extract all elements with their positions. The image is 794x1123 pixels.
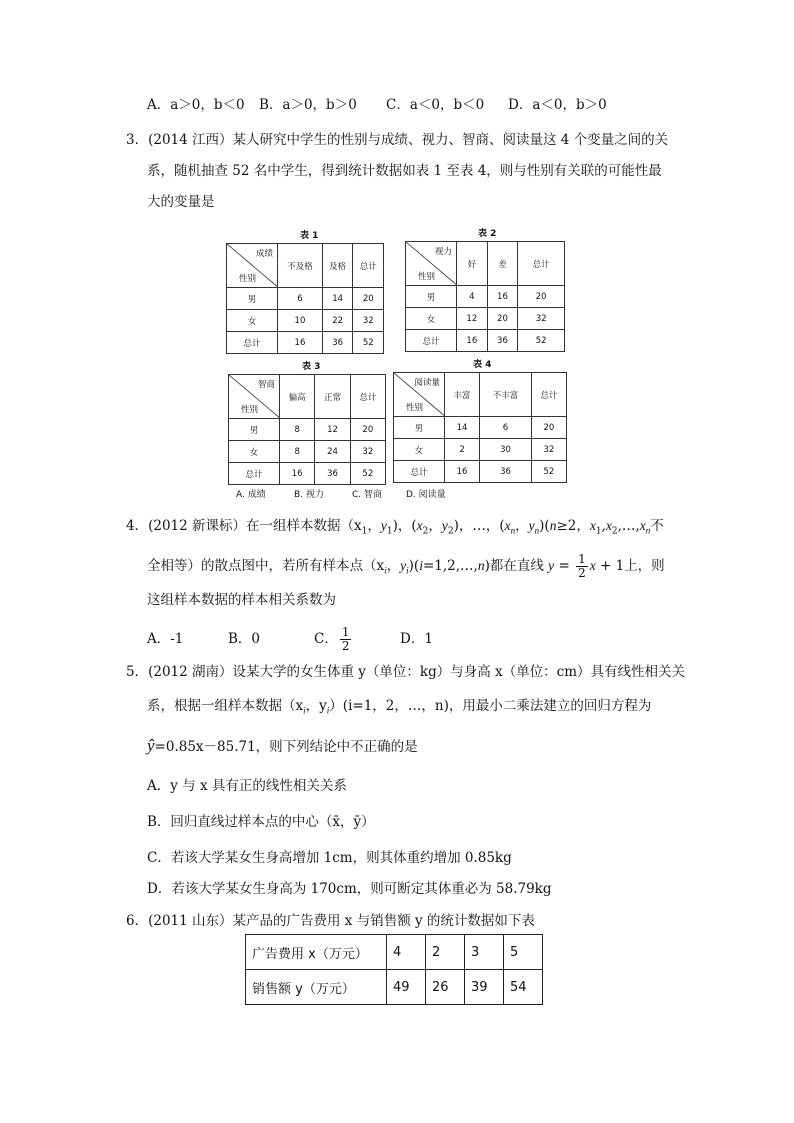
table3-row-head: 性别 [241,405,259,415]
table3-cell: 女 [229,441,280,463]
table3-cell: 32 [350,441,385,463]
q6-cell: 26 [426,970,465,1005]
table1-cell: 6 [278,288,323,310]
table4-cell: 总计 [394,461,445,483]
table3-cell: 12 [315,419,350,441]
q5-line-1: 5．(2012 湖南）设某大学的女生体重 y（单位：kg）与身高 x（单位：cm）具有线性相关关 [126,664,686,680]
table2-cell: 4 [457,286,488,308]
table3-col: 正常 [315,375,350,419]
q5-option-c: C．若该大学某女生身高增加 1cm，则其体重约增加 0.85kg [147,850,512,866]
y-hat-symbol: ŷ [147,736,155,755]
table4-col: 总计 [531,373,566,417]
q5-line-2-text: 系，根据一组样本数据（x [147,698,304,714]
q4-line-1: 4．(2012 新课标）在一组样本数据（$x_1$，$y_1$)，($x_2$，$y_2$)，…，($x_n$，$y_n)(n\ge 2$，$x_1,x_2,\dots,x_n$不 [126,518,664,537]
q3-line-3: 大的变量是 [147,194,215,210]
q4-line-2: 全相等）的散点图中，若所有样本点（$x_i$，$y_i)(i=1,2,\dots,n)$都在直线 y = $\frac{1}{2}$ x + 1上，则 [147,552,665,580]
table1-cell: 22 [322,310,353,332]
q6-cell: 5 [504,935,543,970]
table4-cell: 女 [394,439,445,461]
table1-cell: 女 [227,310,278,332]
table4-cell: 52 [531,461,566,483]
q5-option-d: D．若该大学某女生身高为 170cm，则可断定其体重必为 58.79kg [147,881,552,897]
table4-cell: 32 [531,439,566,461]
table3-cell: 52 [350,463,385,485]
table4-cell: 男 [394,417,445,439]
table2-cell: 12 [457,308,488,330]
table4-cell: 16 [445,461,480,483]
table2-cell: 16 [457,330,488,352]
table4-cell: 30 [480,439,532,461]
table4-cell: 20 [531,417,566,439]
q4-line-1-text: 4．(2012 新课标）在一组样本数据（x [126,518,362,534]
q2-option-d: D．a＜0，b＞0 [508,97,607,113]
q5-line-3-text: =0.85x－85.71，则下列结论中不正确的是 [154,739,418,755]
table1-cell: 20 [353,288,384,310]
table2-cell: 36 [487,330,518,352]
table1-cell: 男 [227,288,278,310]
table3 [228,374,386,485]
table3-cell: 24 [315,441,350,463]
table3-col: 偏高 [280,375,315,419]
table3-cell: 男 [229,419,280,441]
table1-cell: 52 [353,332,384,354]
table2-col: 总计 [518,242,565,286]
q6-cell: 39 [465,970,504,1005]
table4 [393,372,567,483]
table1-row-head: 性别 [239,274,257,284]
q4-option-d: D．1 [400,631,433,647]
table2-cell: 男 [406,286,457,308]
table4-cell: 2 [445,439,480,461]
table3-cell: 8 [280,419,315,441]
q2-options [147,96,607,114]
q3-line-1: 3．(2014 江西）某人研究中学生的性别与成绩、视力、智商、阅读量这 4 个变量之间的关 [126,132,669,148]
table3-cell: 总计 [229,463,280,485]
q4-line-1-end: 不 [650,518,664,534]
q4-options [147,626,433,653]
table2-cell: 女 [406,308,457,330]
table1-col: 总计 [353,244,384,288]
q3-option-c: C. 智商 [352,490,383,500]
q4-option-c-frac: $\frac{1}{2}$ [341,625,350,653]
q3-line-2: 系，随机抽查 52 名中学生，得到统计数据如表 1 至表 4，则与性别有关联的可能性最 [147,163,662,179]
table4-caption: 表 4 [473,360,492,370]
table1-cell: 32 [353,310,384,332]
q3-option-d: D. 阅读量 [406,490,446,500]
q4-line-2-end: 上，则 [624,558,665,574]
table3-col-head: 智商 [257,380,275,390]
table1-cell: 16 [278,332,323,354]
q6-cell: 54 [504,970,543,1005]
q6-cell: 49 [387,970,426,1005]
table2-cell: 总计 [406,330,457,352]
table1-cell: 总计 [227,332,278,354]
q6-table [245,934,543,1005]
table4-header-diag [394,373,445,417]
q4-frac-half: $\frac{1}{2}$ [578,552,586,580]
q6-cell: 3 [465,935,504,970]
q5-option-a: A．y 与 x 具有正的线性相关关系 [147,778,347,794]
table3-col: 总计 [350,375,385,419]
table3-cell: 36 [315,463,350,485]
q6-cell: 4 [387,935,426,970]
table1-cell: 10 [278,310,323,332]
table1-col: 不及格 [278,244,323,288]
table2-cell: 20 [487,308,518,330]
q2-option-a: A．a＞0，b＜0 [147,97,245,113]
table2-cell: 20 [518,286,565,308]
q5-option-b: B．回归直线过样本点的中心（x̄，ȳ） [147,814,375,830]
table2-col-head: 视力 [434,247,452,257]
table1-cell: 14 [322,288,353,310]
table3-cell: 16 [280,463,315,485]
q2-option-b: B．a＞0，b＞0 [259,97,357,113]
table2 [405,241,565,352]
q5-line-3 [147,737,418,756]
q5-line-2: 系，根据一组样本数据（$x_i$，$y_i)(i=1$，2，…，n)，用最小二乘法建立的回归方程为 [147,698,652,716]
table1-caption: 表 1 [300,231,319,241]
table1-header-diag [227,244,278,288]
table3-header-diag [229,375,280,419]
table2-header-diag [406,242,457,286]
table3-cell: 8 [280,441,315,463]
q4-option-b: B．0 [228,631,261,647]
q4-option-c: C． $\frac{1}{2}$ [314,625,350,653]
table1 [226,243,384,354]
table2-caption: 表 2 [478,229,497,239]
q6-cell: 2 [426,935,465,970]
q3-option-b: B. 视力 [294,490,324,500]
table3-caption: 表 3 [302,362,321,372]
q2-option-c: C．a＜0，b＜0 [386,97,485,113]
table4-col-head: 阅读量 [414,378,440,388]
q6-row-label: 广告费用 x（万元） [246,935,387,970]
table4-cell: 6 [480,417,532,439]
table1-col-head: 成绩 [255,249,273,259]
q4-option-a: A．-1 [147,631,184,647]
table2-cell: 52 [518,330,565,352]
table4-col: 丰富 [445,373,480,417]
table2-cell: 16 [487,286,518,308]
table4-col: 不丰富 [480,373,532,417]
q4-line-2-text: 全相等）的散点图中，若所有样本点（x [147,558,385,574]
q3-option-a: A. 成绩 [236,490,266,500]
q6-row-label: 销售额 y（万元） [246,970,387,1005]
table1-col: 及格 [322,244,353,288]
table4-cell: 14 [445,417,480,439]
table1-cell: 36 [322,332,353,354]
q6-line-1: 6．(2011 山东）某产品的广告费用 x 与销售额 y 的统计数据如下表 [126,913,535,929]
table4-row-head: 性别 [406,403,424,413]
table2-col: 好 [457,242,488,286]
table3-cell: 20 [350,419,385,441]
table4-cell: 36 [480,461,532,483]
table2-row-head: 性别 [418,272,436,282]
table2-col: 差 [487,242,518,286]
q3-options [236,486,446,504]
table2-cell: 32 [518,308,565,330]
q4-line-3: 这组样本数据的样本相关系数为 [147,592,336,608]
